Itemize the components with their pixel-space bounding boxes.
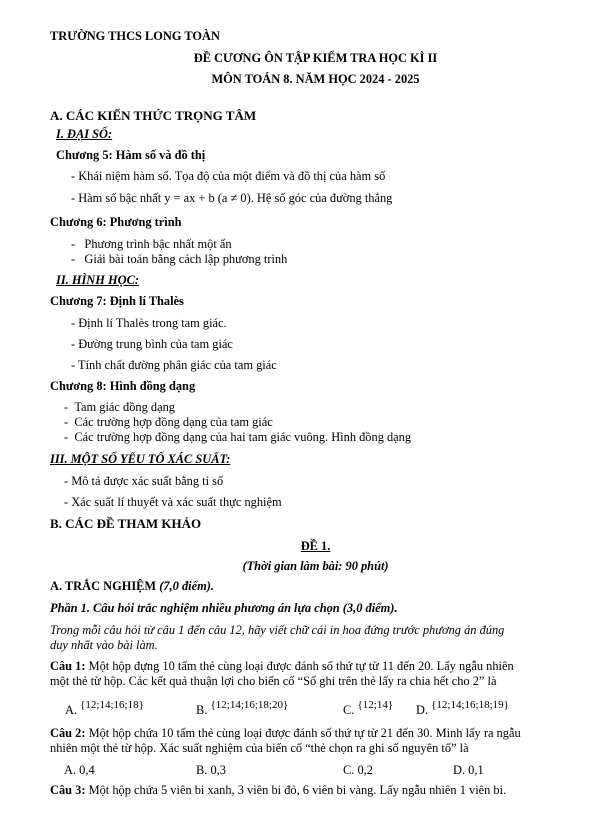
option-letter: B. (196, 703, 208, 717)
probability-item: - Xác suất lí thuyết và xác suất thực nghiệm (64, 495, 282, 509)
probability-item: - Mô tả được xác suất bằng tỉ số (64, 474, 224, 488)
section-a-heading: A. CÁC KIẾN THỨC TRỌNG TÂM (50, 108, 257, 123)
chapter-6-item-text: Phương trình bậc nhất một ẩn (84, 237, 232, 251)
question-3-line (50, 783, 506, 798)
multiple-choice-label: A. TRẮC NGHIỆM (50, 579, 160, 593)
question-1-line (50, 659, 514, 674)
chapter-8-item (64, 400, 175, 415)
option-letter: A. (64, 763, 77, 777)
option-letter: C. (343, 703, 355, 717)
option-letter: A. (65, 703, 78, 717)
option-letter: D. (416, 703, 429, 717)
question-3-label: Câu 3: (50, 783, 86, 797)
option-value: {12;14;16;18} (80, 699, 144, 711)
dash: - (71, 237, 85, 251)
option-value: 0,4 (79, 763, 95, 777)
question-2-option-b (196, 763, 226, 778)
doc-title: ĐỀ CƯƠNG ÔN TẬP KIỂM TRA HỌC KÌ II (193, 51, 438, 65)
dash: - (71, 252, 85, 266)
question-2-option-c (343, 763, 373, 778)
option-value: 0,1 (468, 763, 484, 777)
question-1-line: một thẻ từ hộp. Các kết quả thuận lợi cho biến cố “Số ghi trên thẻ lấy ra chia hết cho 2” là (50, 674, 497, 688)
dash: - (64, 400, 75, 414)
option-letter: D. (453, 763, 466, 777)
option-letter: C. (343, 763, 355, 777)
chapter-5-item: - Hàm số bậc nhất y = ax + b (a ≠ 0). Hệ số góc của đường thẳng (71, 191, 393, 205)
part-2-heading: II. HÌNH HỌC: (56, 273, 139, 287)
exam-time: (Thời gian làm bài: 90 phút) (242, 559, 389, 573)
option-value: 0,3 (210, 763, 226, 777)
multiple-choice-points: (7,0 điểm). (159, 579, 214, 593)
chapter-6-item (71, 237, 232, 252)
question-2-label: Câu 2: (50, 726, 86, 740)
question-1-option-d (416, 697, 509, 717)
section-b-heading: B. CÁC ĐỀ THAM KHẢO (50, 516, 202, 531)
part-1-heading: I. ĐẠI SỐ: (56, 127, 113, 141)
doc-subtitle: MÔN TOÁN 8. NĂM HỌC 2024 - 2025 (211, 72, 420, 86)
question-1-text: Một hộp đựng 10 tấm thẻ cùng loại được đánh số thứ tự từ 11 đến 20. Lấy ngẫu nhiên (85, 659, 514, 673)
chapter-5-item: - Khái niệm hàm số. Tọa độ của một điểm và đồ thị của hàm số (71, 169, 386, 183)
chapter-8-title: Chương 8: Hình đồng dạng (50, 379, 196, 393)
part-3-heading: III. MỘT SỐ YẾU TỐ XÁC SUẤT: (50, 452, 231, 466)
option-value: {12;14;16;18;19} (431, 699, 509, 711)
chapter-6-item (71, 252, 287, 267)
question-3-text: Một hộp chứa 5 viên bi xanh, 3 viên bi đỏ, 6 viên bi vàng. Lấy ngẫu nhiên 1 viên bi. (85, 783, 507, 797)
dash: - (64, 415, 75, 429)
chapter-7-item: - Đường trung bình của tam giác (71, 337, 233, 351)
question-1-option-b (196, 697, 289, 717)
chapter-6-title: Chương 6: Phương trình (50, 215, 182, 229)
instruction-line: Trong mỗi câu hỏi từ câu 1 đến câu 12, hãy viết chữ cái in hoa đứng trước phương án đúng (50, 623, 505, 637)
question-1-label: Câu 1: (50, 659, 86, 673)
question-2-line: nhiên một thẻ từ hộp. Xác suất nghiệm của biến cố “thẻ chọn ra ghi số nguyên tố” là (50, 741, 469, 755)
question-2-text: Một hộp chứa 10 tấm thẻ cùng loại được đánh số thứ tự từ 21 đến 30. Minh lấy ra ngẫu (85, 726, 521, 740)
chapter-8-item-text: Các trường hợp đồng dạng của hai tam giác vuông. Hình đồng dạng (74, 430, 412, 444)
question-1-option-c (343, 697, 394, 717)
chapter-8-item-text: Các trường hợp đồng dạng của tam giác (74, 415, 273, 429)
chapter-5-title: Chương 5: Hàm số và đồ thị (56, 148, 206, 162)
question-2-option-d (453, 763, 484, 778)
chapter-7-title: Chương 7: Định lí Thalès (50, 294, 184, 308)
chapter-7-item: - Tính chất đường phân giác của tam giác (71, 358, 277, 372)
instruction-line: duy nhất vào bài làm. (50, 638, 158, 652)
option-letter: B. (196, 763, 208, 777)
school-name: TRƯỜNG THCS LONG TOÀN (50, 29, 220, 43)
question-2-option-a (64, 763, 95, 778)
dash: - (64, 430, 75, 444)
option-value: {12;14;16;18;20} (210, 699, 289, 711)
exam-1-heading: ĐỀ 1. (300, 539, 331, 553)
chapter-8-item (64, 430, 411, 445)
chapter-7-item: - Định lí Thalès trong tam giác. (71, 316, 227, 330)
option-value: 0,2 (357, 763, 373, 777)
chapter-8-item-text: Tam giác đồng dạng (74, 400, 175, 414)
option-value: {12;14} (357, 699, 394, 711)
question-1-option-a (65, 697, 144, 717)
multiple-choice-heading (50, 579, 214, 594)
chapter-8-item (64, 415, 273, 430)
chapter-6-item-text: Giải bài toán bằng cách lập phương trình (84, 252, 288, 266)
question-2-line (50, 726, 521, 741)
part-1-instruction-heading: Phần 1. Câu hỏi trắc nghiệm nhiều phương án lựa chọn (3,0 điểm). (50, 601, 398, 615)
